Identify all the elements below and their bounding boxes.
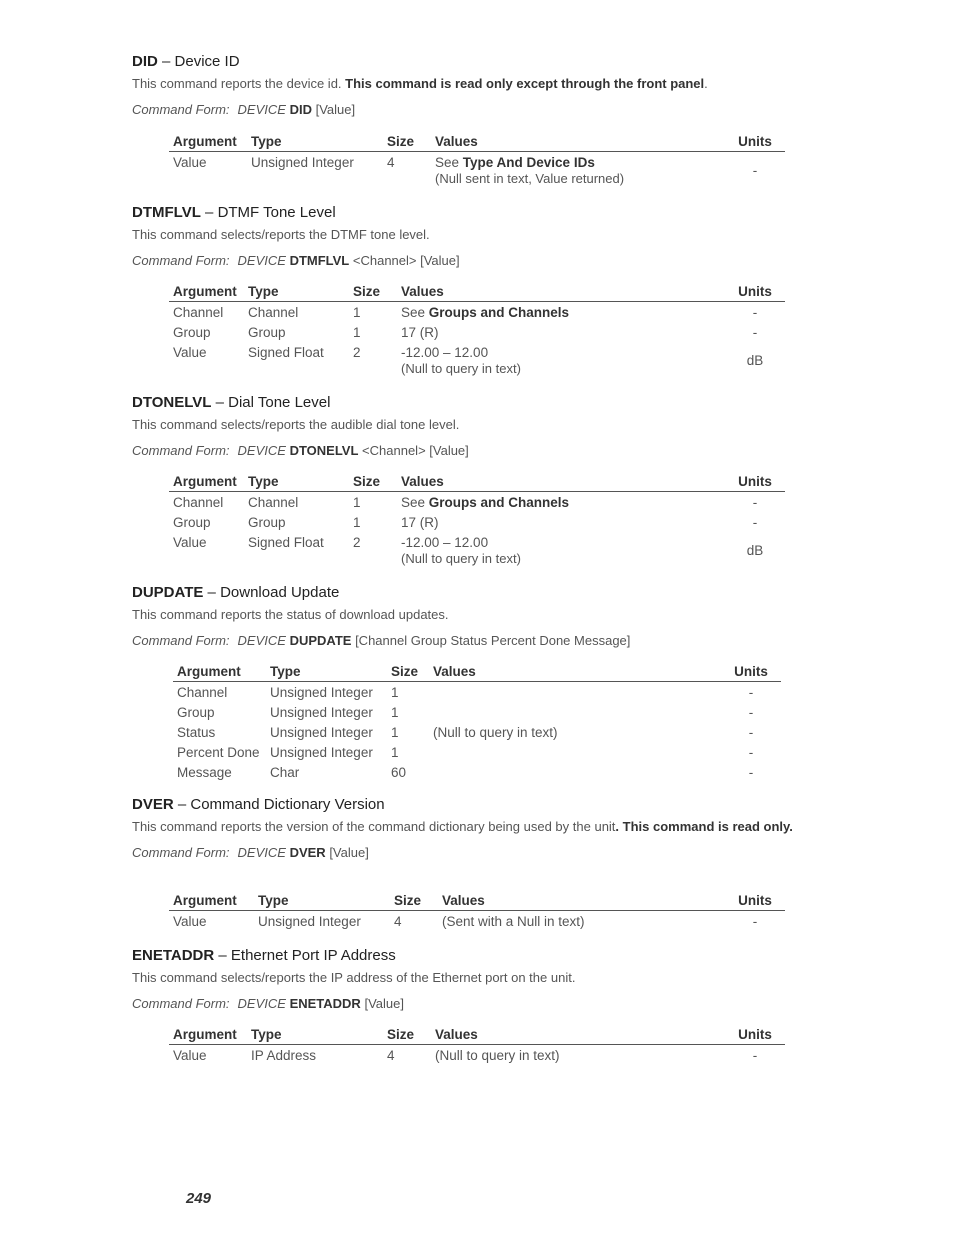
argument-table-enetaddr <box>169 1026 785 1065</box>
table-header-row: Argument Type Size Values Units <box>169 1026 785 1045</box>
section-title: DTONELVL – Dial Tone Level <box>132 394 331 411</box>
command-form: Command Form: DEVICE DUPDATE [Channel Group Status Percent Done Message] <box>132 633 631 648</box>
argument-table-dver <box>169 892 785 931</box>
argument-table-dtonelvl <box>169 473 785 568</box>
section-description: This command selects/reports the IP address of the Ethernet port on the unit. <box>132 970 576 985</box>
table-header-row: Argument Type Size Values Units <box>173 663 781 682</box>
argument-table-dupdate <box>173 663 781 782</box>
command-name: DTONELVL <box>132 394 212 411</box>
section-title: DID – Device ID <box>132 53 240 70</box>
table-row: Channel Unsigned Integer 1 (Null to query in text) - <box>173 682 781 703</box>
table-row: Percent Done Unsigned Integer 1 - <box>177 745 754 760</box>
command-form: Command Form: DEVICE ENETADDR [Value] <box>132 996 404 1011</box>
section-dupdate <box>132 584 812 649</box>
section-description: This command reports the version of the command dictionary being used by the unit. This command is read only. <box>132 819 793 834</box>
command-name: ENETADDR <box>132 947 215 964</box>
command-name: DUPDATE <box>132 584 204 601</box>
page-number: 249 <box>186 1190 212 1207</box>
table-header-row: Argument Type Size Values Units <box>169 133 785 152</box>
command-form: Command Form: DEVICE DID [Value] <box>132 102 356 117</box>
section-dver <box>132 796 812 861</box>
table-row: Value Unsigned Integer 4 See Type And Device IDs (Null sent in text, Value returned) - <box>173 155 758 186</box>
section-description: This command selects/reports the audible dial tone level. <box>132 417 460 432</box>
table-row: Group Group 1 17 (R) - <box>173 515 758 530</box>
command-description-name: Device ID <box>174 53 240 70</box>
merged-values-cell: (Null to query in text) <box>433 725 558 740</box>
table-row: Value Signed Float 2 -12.00 – 12.00 (Null to query in text) dB <box>173 345 764 376</box>
table-row: Value Signed Float 2 -12.00 – 12.00 (Null to query in text) dB <box>173 535 764 566</box>
table-row: Group Unsigned Integer 1 - <box>177 705 754 720</box>
section-description: This command reports the device id. This command is read only except through the front panel. <box>132 76 708 91</box>
table-header-row: Argument Type Size Values Units <box>169 473 785 492</box>
cross-reference: Groups and Channels <box>428 305 570 320</box>
table-row: Value IP Address 4 (Null to query in text) - <box>173 1048 758 1063</box>
section-description: This command reports the status of download updates. <box>132 607 449 622</box>
command-name: DTMFLVL <box>132 204 201 221</box>
section-dtonelvl <box>132 394 812 459</box>
section-title: ENETADDR – Ethernet Port IP Address <box>132 947 396 964</box>
table-row: Group Group 1 17 (R) - <box>173 325 758 340</box>
command-form: Command Form: DEVICE DTONELVL <Channel> [Value] <box>132 443 469 458</box>
argument-table-did <box>169 133 785 188</box>
command-name: DVER <box>132 796 174 813</box>
table-row: Channel Channel 1 See Groups and Channels - <box>173 305 758 320</box>
table-row: Value Unsigned Integer 4 (Sent with a Null in text) - <box>173 914 758 929</box>
table-header-row: Argument Type Size Values Units <box>169 892 785 911</box>
section-dtmflvl <box>132 204 812 269</box>
cross-reference: Type And Device IDs <box>462 155 595 170</box>
table-row: Channel Channel 1 See Groups and Channels - <box>173 495 758 510</box>
section-title: DVER – Command Dictionary Version <box>132 796 385 813</box>
command-form: Command Form: DEVICE DVER [Value] <box>132 845 369 860</box>
section-description: This command selects/reports the DTMF tone level. <box>132 227 430 242</box>
section-enetaddr <box>132 947 812 1012</box>
section-title: DUPDATE – Download Update <box>132 584 340 601</box>
section-title: DTMFLVL – DTMF Tone Level <box>132 204 336 221</box>
command-form: Command Form: DEVICE DTMFLVL <Channel> [Value] <box>132 253 460 268</box>
argument-table-dtmflvl <box>169 283 785 378</box>
section-did <box>132 53 812 118</box>
table-header-row: Argument Type Size Values Units <box>169 283 785 302</box>
table-row: Status Unsigned Integer 1 - <box>177 725 754 740</box>
cross-reference: Groups and Channels <box>428 495 570 510</box>
table-row: Message Char 60 - <box>177 765 754 780</box>
command-name: DID <box>132 53 158 70</box>
